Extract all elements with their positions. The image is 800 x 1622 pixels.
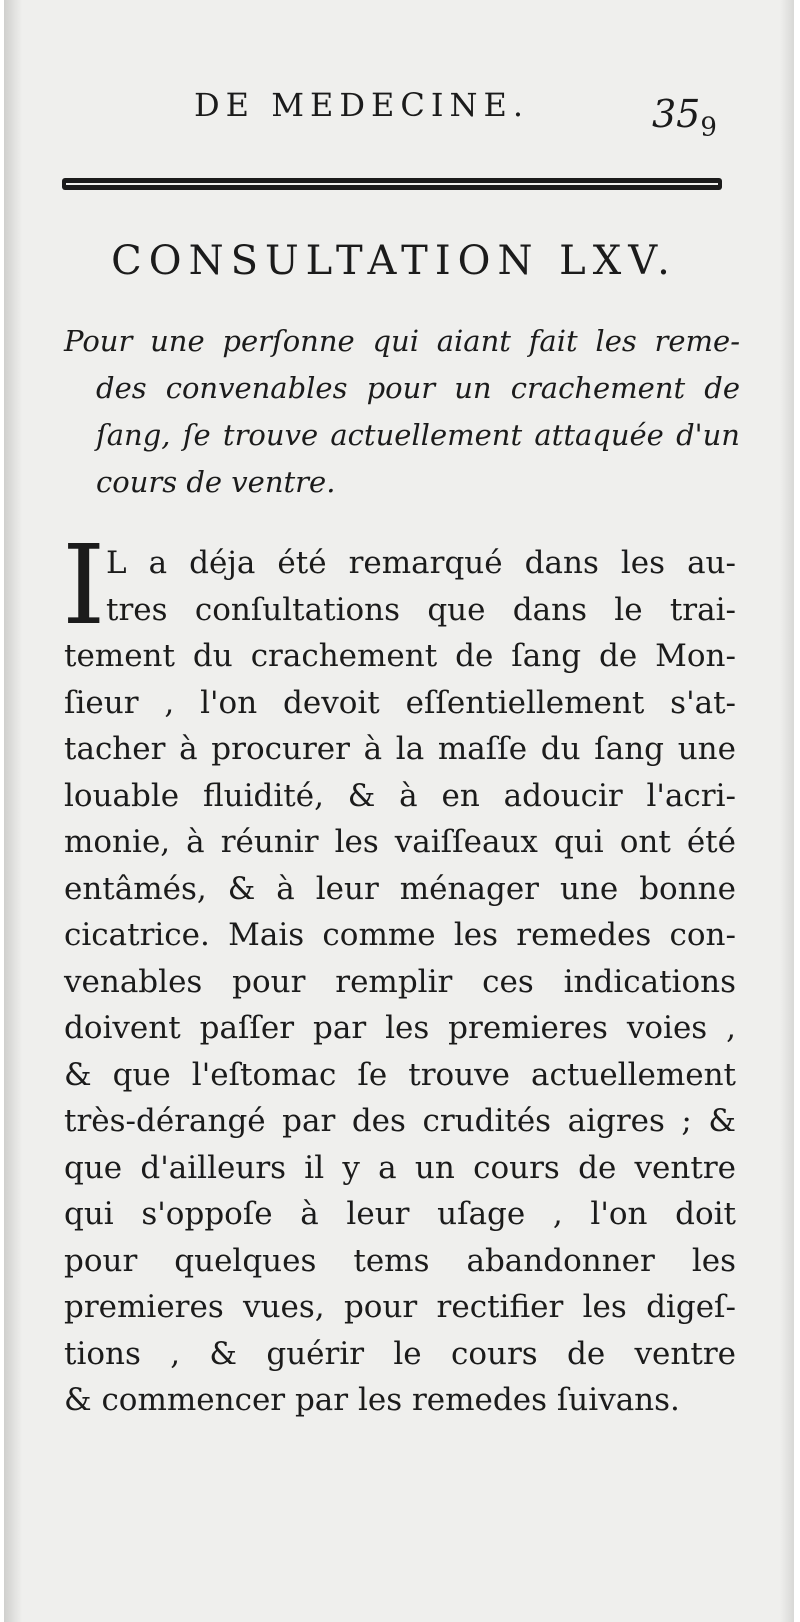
header-rule	[62, 178, 722, 190]
body-line: premieres vues, pour rectifier les digeſ-	[64, 1289, 736, 1325]
summary-line: des convenables pour un crachement de	[96, 371, 740, 405]
summary-line: cours de ventre.	[96, 465, 336, 499]
summary-line: ſang, ſe trouve actuellement attaquée d'un	[96, 418, 740, 452]
body-line: venables pour remplir ces indications	[64, 963, 736, 1000]
book-page	[4, 0, 794, 1622]
body-line: tres conſultations que dans le trai-	[106, 591, 736, 628]
body-line: L a déja été remarqué dans les au-	[106, 545, 736, 581]
body-paragraph	[64, 540, 736, 1424]
body-line: tement du crachement de ſang de Mon-	[64, 638, 736, 674]
body-line: & commencer par les remedes ſuivans.	[64, 1382, 680, 1418]
body-line: doivent paſſer par les premieres voies ,	[64, 1010, 736, 1046]
body-line: monie, à réunir les vaiſſeaux qui ont été	[64, 824, 736, 860]
page-number	[652, 92, 717, 143]
section-title: CONSULTATION LXV.	[111, 238, 677, 284]
body-line: très-dérangé par des crudités aigres ; &	[64, 1103, 736, 1139]
body-line: ſieur , l'on devoit eſſentiellement s'at-	[64, 684, 736, 721]
drop-cap: I	[62, 521, 106, 649]
body-line: que d'ailleurs il y a un cours de ventre	[64, 1149, 736, 1186]
body-line: tacher à procurer à la maſſe du ſang une	[64, 731, 736, 767]
running-head: DE MEDECINE.	[194, 86, 529, 124]
body-line: & que l'eſtomac ſe trouve actuellement	[64, 1056, 736, 1093]
body-line: tions , & guérir le cours de ventre	[64, 1335, 736, 1372]
body-line: pour quelques tems abandonner les	[64, 1242, 736, 1279]
page-number-annotation: 9	[700, 112, 717, 143]
section-summary	[64, 318, 740, 506]
body-line: qui s'oppoſe à leur uſage , l'on doit	[64, 1196, 736, 1232]
body-line: cicatrice. Mais comme les remedes con-	[64, 917, 736, 953]
body-line: entâmés, & à leur ménager une bonne	[64, 870, 736, 907]
page-number-printed: 35	[652, 92, 701, 136]
body-line: louable fluidité, & à en adoucir l'acri-	[64, 777, 736, 814]
summary-line: Pour une perſonne qui aiant fait les reme-	[64, 324, 740, 358]
